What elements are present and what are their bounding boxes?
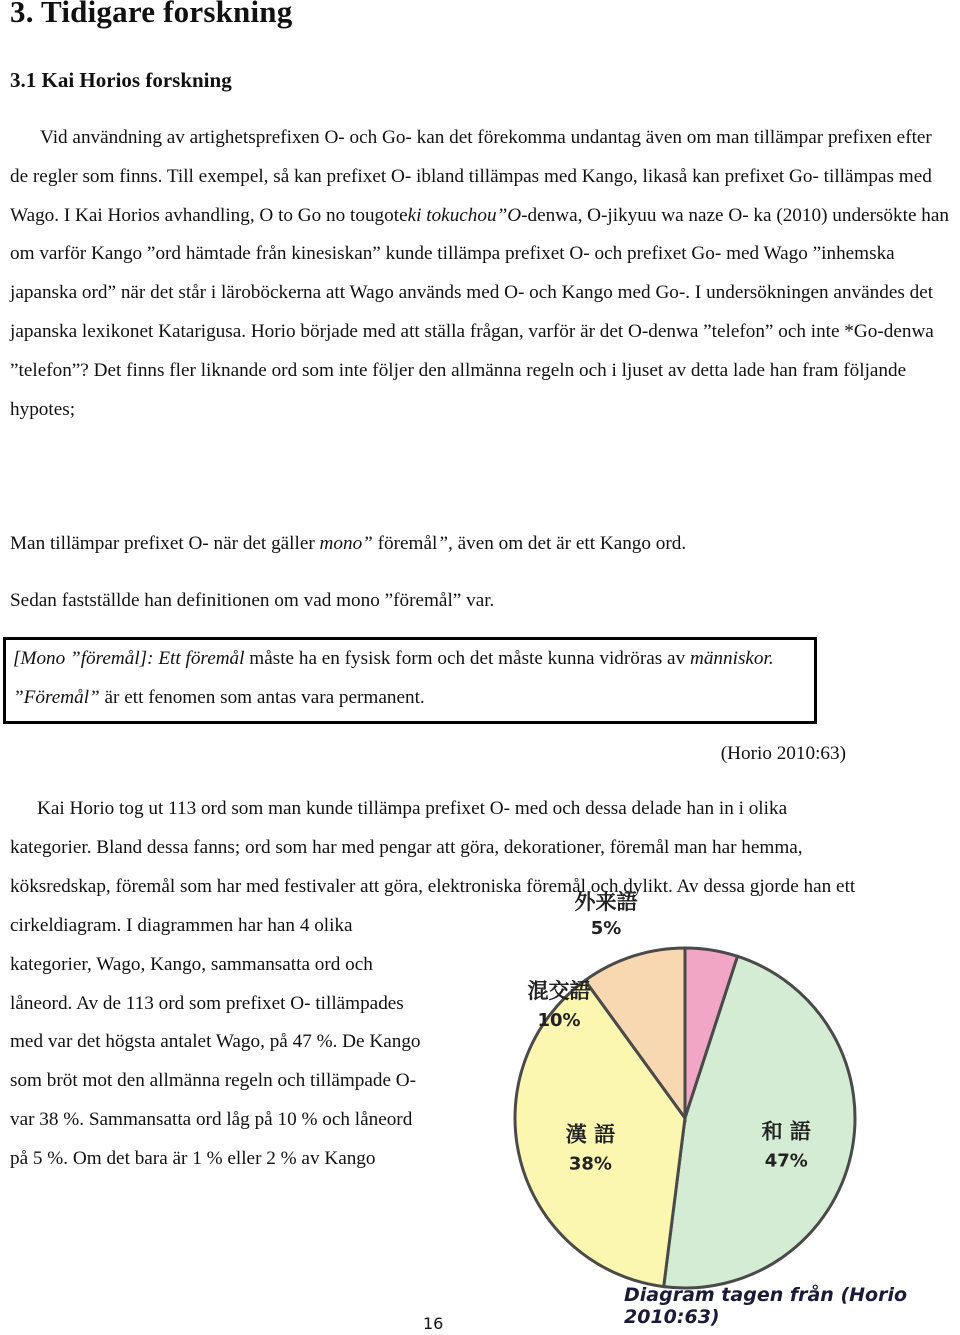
pie-label-category-1: 和 語	[761, 1119, 811, 1144]
definition-text	[13, 640, 813, 718]
hypothesis-term-mono: mono”	[319, 533, 373, 554]
intro-text-italic: ki tokuchou”O	[407, 204, 522, 226]
definition-text-1: måste ha en fysisk form och det måste kunna vidröras av	[244, 648, 690, 669]
pie-label-value-0: 5%	[590, 918, 622, 939]
definition-intro: Sedan fastställde han definitionen om vad mono ”föremål” var.	[10, 590, 495, 611]
hypothesis-quote: ”,	[437, 533, 453, 554]
pie-chart	[460, 890, 960, 1328]
pie-label-value-1: 47%	[764, 1150, 808, 1172]
intro-text-part2: -denwa, O-jikyuu wa naze O- ka (2010) undersökte han om varför Kango ”ord hämtade från kinesiskan” kunde tillämpa prefixet O- och prefixet Go- med Wago ”inhemska japanska ord” när det står i läroböckerna att Wago används med O- och Kango med Go-. I undersökningen användes det japanska lexikonet Katarigusa. Horio började med att ställa frågan, varför är det O-denwa ”telefon” och inte *Go-denwa ”telefon”? Det finns fler liknande ord som inte följer den allmänna regeln och i ljuset av detta lade han fram följande hypotes;	[10, 204, 949, 420]
chart-description-paragraph: cirkeldiagram. I diagrammen har han 4 olika kategorier, Wago, Kango, sammansatta ord och låneord. Av de 113 ord som prefixet O- tillämpades med var det högsta antalet Wago, på 47 %. De Kango som bröt mot den allmänna regeln och tillämpade O- var 38 %. Sammansatta ord låg på 10 % och låneord på 5 %. Om det bara är 1 % eller 2 % av Kango	[10, 915, 421, 1169]
section-heading: 3.1 Kai Horios forskning	[10, 68, 232, 92]
hypothesis-text-1: Man tillämpar prefixet O- när det gäller	[10, 533, 320, 554]
definition-box	[3, 637, 817, 724]
categories-paragraph: Kai Horio tog ut 113 ord som man kunde tillämpa prefixet O- med och dessa delade han in i olika kategorier. Bland dessa fanns; ord som har med pengar att göra, dekorationer, föremål man har hemma, köksredskap, föremål som har med festivaler att göra, elektroniska föremål och dylikt. Av dessa gjorde han ett	[10, 798, 856, 897]
page-number: 16	[423, 1314, 444, 1333]
chart-caption: Diagram tagen från (Horio 2010:63)	[624, 1284, 908, 1328]
definition-term-2: människor. ”Föremål”	[13, 648, 774, 708]
definition-term: [Mono ”föremål]: Ett föremål	[13, 648, 245, 669]
hypothesis-text-3: även om det är ett Kango ord.	[452, 533, 687, 554]
intro-text-part1: Vid användning av artighetsprefixen O- och Go- kan det förekomma undantag även om man tillämpar prefixen efter de regler som finns. Till exempel, så kan prefixet O- ibland tillämpas med Kango, likaså kan prefixet Go- tillämpas med Wago. I Kai Horios avhandling, O to Go no tougote	[10, 127, 932, 226]
chapter-heading: 3. Tidigare forskning	[10, 0, 293, 29]
pie-label-category-0: 外来語	[574, 890, 638, 914]
pie-label-value-2: 38%	[568, 1153, 612, 1175]
definition-text-2: är ett fenomen som antas vara permanent.	[99, 686, 425, 708]
pie-chart-svg	[460, 890, 960, 1328]
citation: (Horio 2010:63)	[720, 743, 846, 764]
hypothesis-text-2: föremål	[372, 533, 438, 554]
pie-label-category-2: 漢 語	[565, 1122, 616, 1147]
hypothesis-paragraph	[10, 525, 950, 564]
pie-label-category-3: 混交語	[527, 979, 591, 1003]
pie-label-value-3: 10%	[537, 1010, 581, 1031]
intro-paragraph	[10, 119, 950, 429]
